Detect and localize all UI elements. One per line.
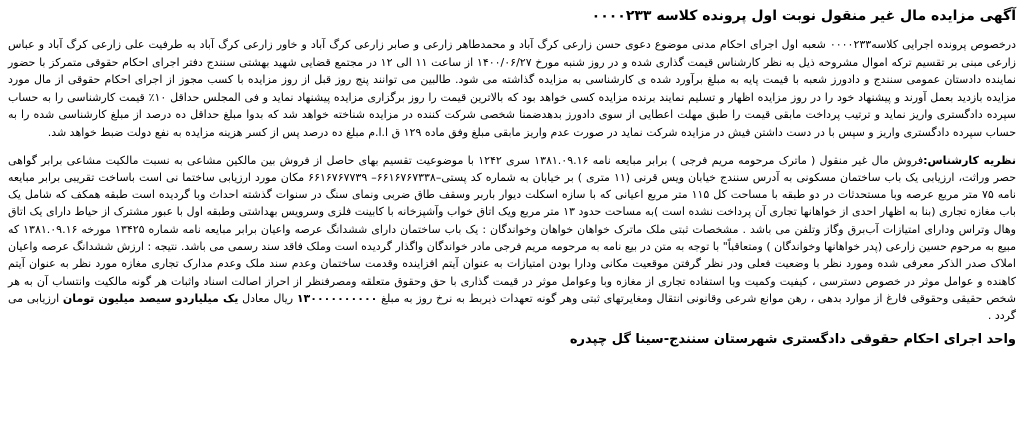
issuer-signature: واحد اجرای احکام حقوقی دادگستری شهرستان سنندج-سینا گل چپدره <box>569 331 1016 347</box>
expert-opinion-text: فروش مال غیر منقول ( ماترک مرحومه مریم فرجی ) برابر مبایعه نامه ۱۳۸۱.۰۹.۱۶ سری ۱۲۴۲ با موضوعیت تقسیم بهای حاصل از فروش بین مالکین مشاعی به نسبت مالکیت مشاعی برابر گواهی حصر وراثت، ارزیابی یک باب ساختمان مسکونی به آدرس سنندج خیابان ویس قرنی (۱۱ متری ) بر خیابان به شماره کد پستی–۶۶۱۶۷۶۷۳۳۸– ۶۶۱۶۷۶۷۷۳۹ مکان مورد ارزیابی ساختما نی است باساخت تقریبی برابر مبایعه نامه ۷۵ متر مربع عرصه وبا مستحدثات در دو طبقه با مساحت کل ۱۱۵ متر مربع اعیانی که با سازه اسکلت دیوار باربر وسقف طاق ضربی ونمای سنگ در سنوات گذشته احداث وبا گردیده است طبقه همکف که شامل یک باب مغازه تجاری (بنا به اظهار احدی از خواهانها تجاری آن پرداخت نشده است )به مساحت حدود ۱۳ متر مربع ویک اتاق خواب وآشپزخانه با کابینت فلزی وسرویس بهداشتی وطبقه اول با عبور مشترک از حیاط دارای یک اتاق وهال وتراس ودارای امتیازات آب‌برق وگاز وتلفن می باشد . مشخصات ثبتی ملک ماترک خواهان خواهان وخواندگان : یک باب ساختمان دارای ششدانگ عرصه واعیان برابر مبایعه نامه شماره ۱۳۴۲۵ مورخه ۱۳۸۱.۰۹.۱۶ که مبیع به مرحوم حسین زارعی (پدر خواهانها وخواندگان ) ومتعاقباً" با توجه به متن در بیع نامه به مرحومه مریم فرجی مادر خواندگان واگذار گردیده است وملک فاقد سند رسمی می باشد. نتیجه : ارزش ششدانگ عرصه واعیان املاک صدر الذکر معرفی شده ومورد نظر با وضعیت فعلی ودر نظر گرفتن موقعیت مکانی ودارا بودن امتیازات به عنوان آیتم افزاینده وقدمت ساختمان وعدم سند ملک وعدم مدارک تجاری مغازه مورد نظر به عنوان آیتم کاهنده و عوامل موثر در خصوص دسترسی ، کیفیت وکمیت وبا استفاده تجاری از مغازه وبا وعوامل موثر در قیمت گذاری با حق وحقوق متعلقه ومصرفنظر از احراز اصالت اسناد واثبات هر گونه مالکیت وانتساب آن به هر شخص حقیقی وحقوقی فارغ از موارد بدهی ، رهن موانع شرعی وقانونی انتقال ومغایرتهای ثبتی وهر گونه تعهدات ذیربط به نرخ روز به مبلغ <box>8 153 1016 305</box>
appraisal-amount-rial: ۱۳۰۰۰۰۰۰۰۰۰۰ <box>296 291 378 305</box>
amount-connector: ریال معادل <box>238 291 297 305</box>
notice-title: آگهی مزایده مال غیر منقول نوبت اول پرونده کلاسه ۰۰۰۰۲۳۳ <box>591 8 1016 24</box>
auction-notice <box>8 6 1016 432</box>
appraisal-amount-words: یک میلیاردو سیصد میلیون تومان <box>62 291 239 305</box>
expert-opinion <box>8 152 1016 325</box>
expert-opinion-label: نظریه کارشناس: <box>923 153 1016 167</box>
notice-body: درخصوص پرونده اجرایی کلاسه۰۰۰۰۲۳۳ شعبه اول اجرای احکام مدنی موضوع دعوی حسن زارعی کرگ آباد و محمدطاهر زارعی و صابر زارعی کرگ آباد و خاور زارعی کرگ آباد به طرفیت علی زارعی کرگ آباد و عباس زارعی مبنی بر تقسیم ترکه اموال مشروحه ذیل به نظر کارشناس قیمت گذاری شده و در روز شنبه مورخ ۱۴۰۰/۰۶/۲۷ از ساعت ۱۱ الی ۱۲ در مجتمع قضایی شهید بهشتی سنندج دفتر اجرای احکام حقوقی متمرکز با حضور نماینده دادستان عمومی سنندج و دادورز شعبه با قیمت پایه به مبلغ برآورد شده ی کارشناسی به مزایده گذاشته می شود. طالبین می توانند پنج روز قبل از روز مزایده با کسب مجوز از اجرای احکام حقوقی از مال مورد مزایده بازدید بعمل آورند و پیشنهاد خود را در روز مزایده اظهار و تسلیم نمایند برنده مزایده کسی خواهد بود که بالاترین قیمت را روز برگزاری مزایده پیشنهاد نماید و فی المجلس حداقل ۱۰٪ قیمت کارشناسی را به حساب سپرده دادگستری واریز نماید و ترتیب پرداخت مابقی قیمت را طبق مهلت اعطایی از سوی دادورز بدهدضمنا شخصی شرکت کننده در مزایده شناخته خواهد شد که بدوا مبلغ حداقل ده درصد از مبلغ کارشناسی شده را به حساب سپرده دادگستری واریز و سپس با در دست داشتن فیش در مزایده شرکت نماید در صورت عدم واریز مابقی مبلغ وفق ماده ۱۲۹ ق ا.ا.م مبلغ ده درصد پس از کسر هزینه مزایده به نفع دولت ضبط خواهد شد. <box>8 38 1016 139</box>
amount-ending: ارزیابی می گردد . <box>8 291 1016 323</box>
